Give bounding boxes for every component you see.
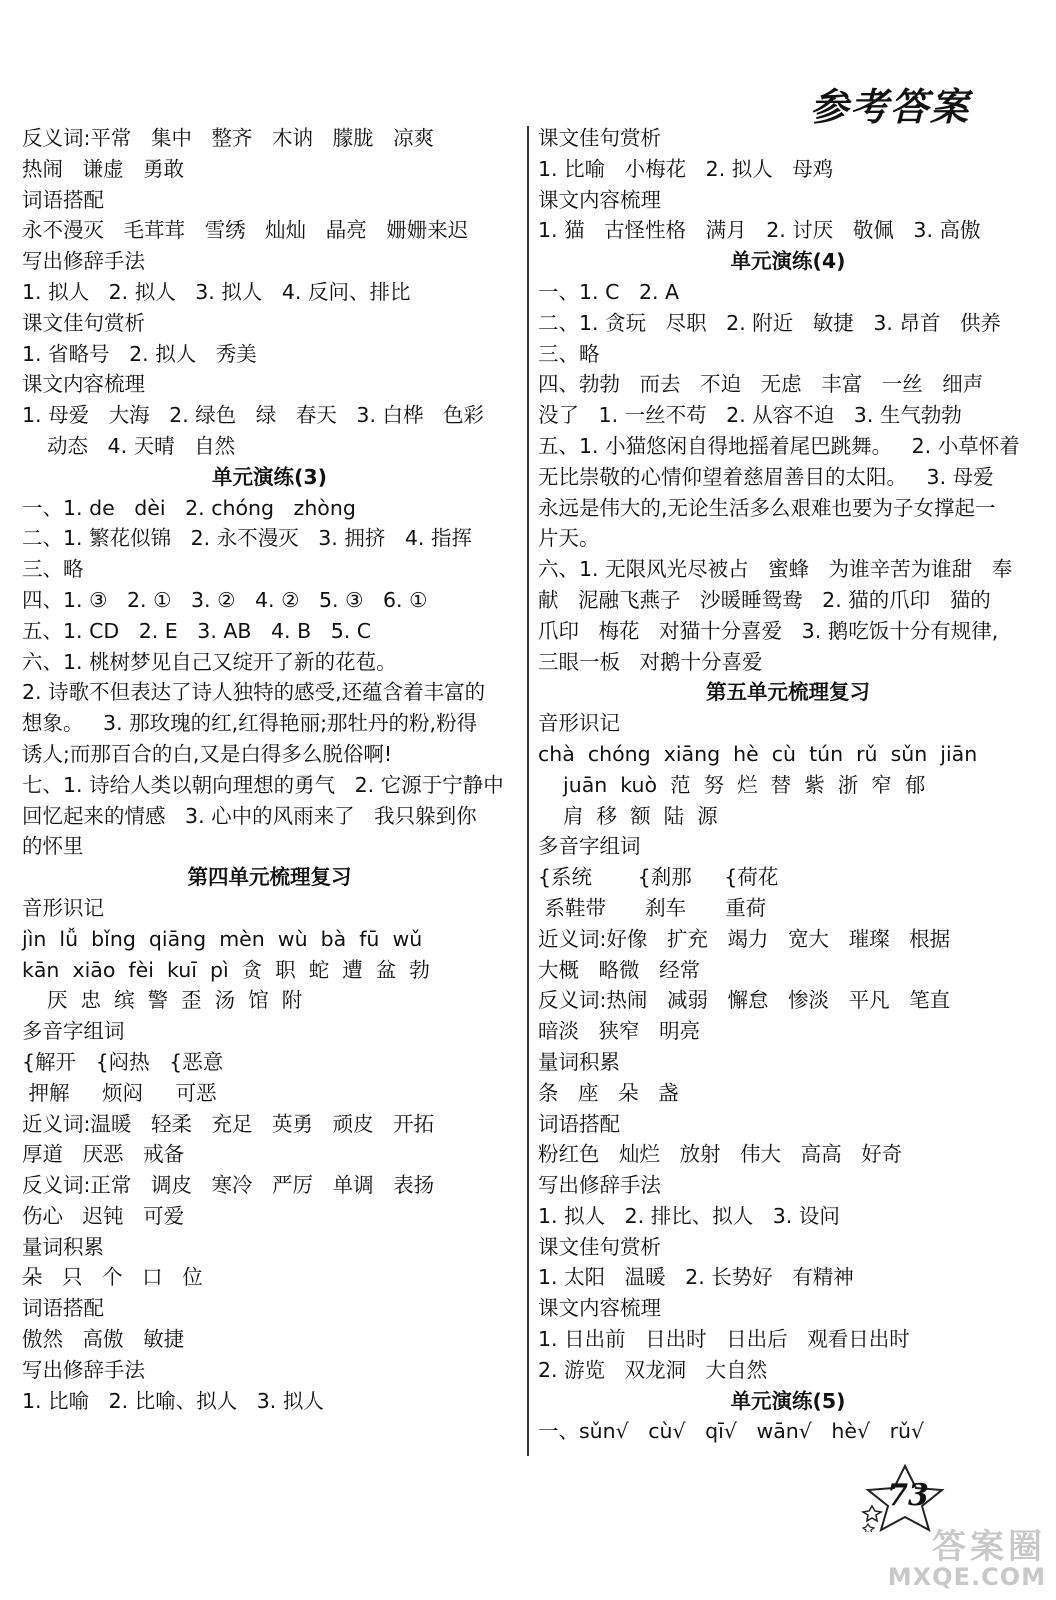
answer-line: 1. 比喻 小梅花 2. 拟人 母鸡 xyxy=(538,156,834,181)
answer-line: 系鞋带 刹车 重荷 xyxy=(538,895,767,920)
answer-line: 量词积累 xyxy=(538,1049,620,1074)
answer-line: {解开 {闷热 {恶意 xyxy=(22,1049,224,1074)
answer-line: 四、1. ③ 2. ① 3. ② 4. ② 5. ③ 6. ① xyxy=(22,587,428,612)
answer-line: 爪印 梅花 对猫十分喜爱 3. 鹅吃饭十分有规律, xyxy=(538,618,999,643)
answer-line: 伤心 迟钝 可爱 xyxy=(22,1203,185,1228)
page-header-title: 参考答案 xyxy=(809,84,970,129)
answer-line: 音形识记 xyxy=(22,895,104,920)
answer-line: 词语搭配 xyxy=(22,1296,104,1321)
answer-line: 课文内容梳理 xyxy=(22,372,145,397)
answer-line: 献 泥融飞燕子 沙暖睡鸳鸯 2. 猫的爪印 猫的 xyxy=(538,587,991,612)
answer-line: 三、略 xyxy=(22,557,84,582)
watermark xyxy=(866,1527,1046,1591)
answer-line: 暗淡 狭窄 明亮 xyxy=(538,1019,701,1044)
answer-line: 课文内容梳理 xyxy=(538,1296,661,1321)
answer-line: 课文佳句赏析 xyxy=(538,126,661,150)
answer-line: {系统 {刹那 {荷花 xyxy=(538,865,779,890)
answer-line: 一、1. de dèi 2. chóng zhòng xyxy=(22,495,356,520)
answer-line: 回忆起来的情感 3. 心中的风雨来了 我只躲到你 xyxy=(22,803,477,828)
answer-line: 肩 移 额 陆 源 xyxy=(563,803,718,828)
answer-line: 1. 猫 古怪性格 满月 2. 讨厌 敬佩 3. 高傲 xyxy=(538,218,981,243)
answer-line: 课文内容梳理 xyxy=(538,187,661,212)
answer-line: 1. 拟人 2. 排比、拟人 3. 设问 xyxy=(538,1203,840,1228)
answer-line: 1. 日出前 日出时 日出后 观看日出时 xyxy=(538,1327,910,1352)
answer-line: 词语搭配 xyxy=(22,187,104,212)
answer-line: 1. 拟人 2. 拟人 3. 拟人 4. 反问、排比 xyxy=(22,279,411,304)
answer-line: 厚道 厌恶 戒备 xyxy=(22,1142,185,1167)
answer-line: 量词积累 xyxy=(22,1234,104,1259)
answer-line: 写出修辞手法 xyxy=(538,1173,661,1198)
answer-line: 词语搭配 xyxy=(538,1111,620,1136)
answer-line: 一、sǔn√ cù√ qī√ wān√ hè√ rǔ√ xyxy=(538,1419,925,1444)
answer-line: 无比崇敬的心情仰望着慈眉善目的太阳。 3. 母爱 xyxy=(538,464,994,489)
right-column xyxy=(538,123,1038,1447)
answer-line: 二、1. 繁花似锦 2. 永不漫灭 3. 拥挤 4. 指挥 xyxy=(22,526,472,551)
column-divider xyxy=(527,126,529,1456)
watermark-url: MXQE.COM xyxy=(887,1563,1046,1591)
answer-line: 反义词:热闹 减弱 懈怠 惨淡 平凡 笔直 xyxy=(538,988,951,1013)
answer-line: 三、略 xyxy=(538,341,600,366)
page-number: 73 xyxy=(887,1478,929,1513)
answer-line: 条 座 朵 盏 xyxy=(538,1080,679,1105)
answer-line: 永远是伟大的,无论生活多么艰难也要为子女撑起一 xyxy=(538,495,996,520)
answer-line: 近义词:温暖 轻柔 充足 英勇 顽皮 开拓 xyxy=(22,1111,435,1136)
answer-line: 没了 1. 一丝不苟 2. 从容不迫 3. 生气勃勃 xyxy=(538,403,962,428)
answer-line: 写出修辞手法 xyxy=(22,249,145,274)
answer-line: 五、1. CD 2. E 3. AB 4. B 5. C xyxy=(22,618,372,643)
answer-line: 反义词:平常 集中 整齐 木讷 朦胧 凉爽 xyxy=(22,126,435,150)
answer-line: 三眼一板 对鹅十分喜爱 xyxy=(538,649,763,674)
answer-line: 想象。 3. 那玫瑰的红,红得艳丽;那牡丹的粉,粉得 xyxy=(22,711,478,736)
answer-line: juān kuò 范 努 烂 替 紫 浙 窄 郁 xyxy=(563,772,926,797)
section-heading: 单元演练(5) xyxy=(730,1388,846,1413)
answer-line: 2. 游览 双龙洞 大自然 xyxy=(538,1357,768,1382)
answer-line: kān xiāo fèi kuī pì 贪 职 蛇 遭 盆 勃 xyxy=(22,957,430,982)
answer-line: 多音字组词 xyxy=(22,1019,125,1044)
answer-line: 音形识记 xyxy=(538,711,620,736)
answer-line: 六、1. 无限风光尽被占 蜜蜂 为谁辛苦为谁甜 奉 xyxy=(538,557,1013,582)
answer-line: 多音字组词 xyxy=(538,834,641,859)
answer-line: 近义词:好像 扩充 竭力 宽大 璀璨 根据 xyxy=(538,926,951,951)
answer-line: 大概 略微 经常 xyxy=(538,957,701,982)
answer-line: 1. 比喻 2. 比喻、拟人 3. 拟人 xyxy=(22,1388,324,1413)
answer-line: 1. 母爱 大海 2. 绿色 绿 春天 3. 白桦 色彩 xyxy=(22,403,485,428)
answer-line: 厌 忠 缤 警 歪 汤 馆 附 xyxy=(47,988,303,1013)
watermark-logo-text: 答案圈 xyxy=(932,1527,1046,1567)
section-heading: 第五单元梳理复习 xyxy=(706,680,870,705)
answer-line: 课文佳句赏析 xyxy=(22,310,145,335)
section-heading: 单元演练(3) xyxy=(211,464,327,489)
answer-line: 动态 4. 天晴 自然 xyxy=(47,433,236,458)
answer-line: 的怀里 xyxy=(22,834,84,859)
answer-line: 写出修辞手法 xyxy=(22,1357,145,1382)
answer-line: 诱人;而那百合的白,又是白得多么脱俗啊! xyxy=(22,741,393,766)
answer-line: 七、1. 诗给人类以朝向理想的勇气 2. 它源于宁静中 xyxy=(22,772,504,797)
answer-line: 押解 烦闷 可恶 xyxy=(22,1080,217,1105)
answer-line: 2. 诗歌不但表达了诗人独特的感受,还蕴含着丰富的 xyxy=(22,680,486,705)
answer-line: 朵 只 个 口 位 xyxy=(22,1265,203,1290)
left-column xyxy=(22,123,517,1416)
answer-line: 四、勃勃 而去 不迫 无虑 丰富 一丝 细声 xyxy=(538,372,984,397)
answer-line: 1. 太阳 温暖 2. 长势好 有精神 xyxy=(538,1265,854,1290)
answer-line: 1. 省略号 2. 拟人 秀美 xyxy=(22,341,257,366)
answer-line: 课文佳句赏析 xyxy=(538,1234,661,1259)
section-heading: 第四单元梳理复习 xyxy=(187,865,352,890)
answer-line: chà chóng xiāng hè cù tún rǔ sǔn jiān xyxy=(538,741,978,766)
answer-line: 傲然 高傲 敏捷 xyxy=(22,1327,185,1352)
answer-line: 片天。 xyxy=(538,526,600,551)
answer-line: 一、1. C 2. A xyxy=(538,279,680,304)
answer-line: 六、1. 桃树梦见自己又绽开了新的花苞。 xyxy=(22,649,397,674)
answer-line: 二、1. 贪玩 尽职 2. 附近 敏捷 3. 昂首 供养 xyxy=(538,310,1001,335)
answer-line: 反义词:正常 调皮 寒冷 严厉 单调 表扬 xyxy=(22,1173,435,1198)
section-heading: 单元演练(4) xyxy=(730,249,846,274)
answer-line: 五、1. 小猫悠闲自得地摇着尾巴跳舞。 2. 小草怀着 xyxy=(538,433,1020,458)
answer-line: 粉红色 灿烂 放射 伟大 高高 好奇 xyxy=(538,1142,903,1167)
answer-line: 永不漫灭 毛茸茸 雪绣 灿灿 晶亮 姗姗来迟 xyxy=(22,218,469,243)
answer-line: 热闹 谦虚 勇敢 xyxy=(22,156,185,181)
answer-line: jìn lǚ bǐng qiāng mèn wù bà fū wǔ xyxy=(22,926,423,951)
